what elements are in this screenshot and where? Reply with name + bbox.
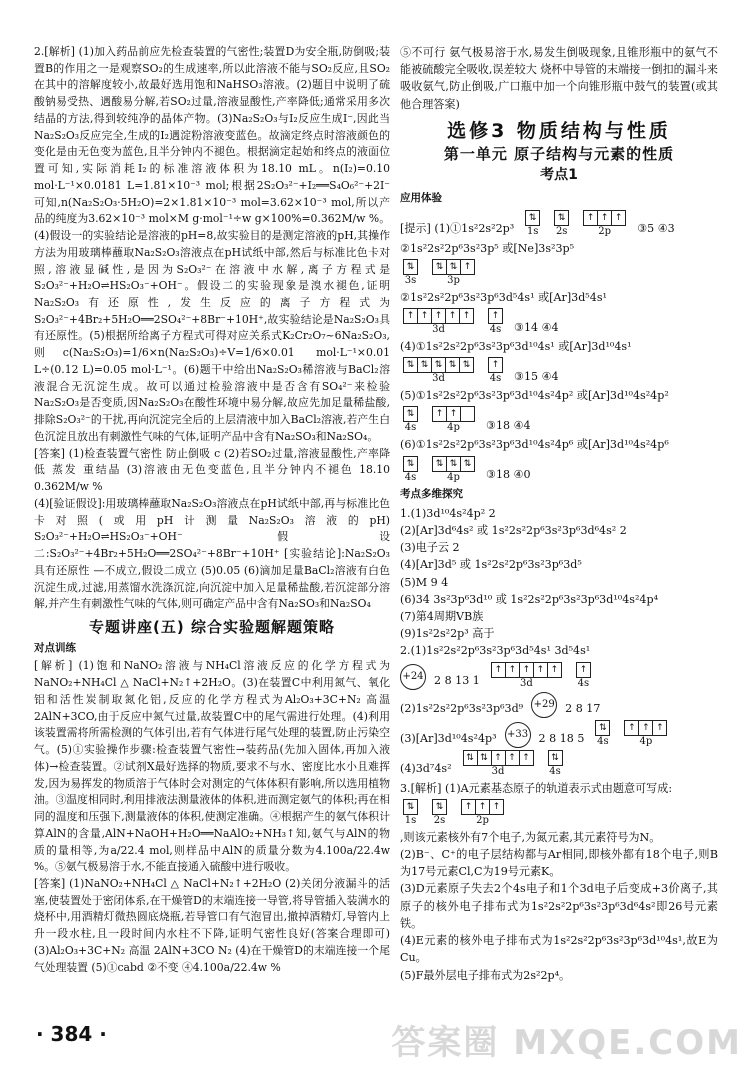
page-number: · 384 · <box>36 1022 107 1046</box>
orbital-2p: ↑ ↑ ↑ 2p <box>580 210 629 238</box>
q1-line-6: (6)34 3s²3p⁶3d¹⁰ 或 1s²2s²2p⁶3s²3p⁶3d¹⁰4s²4p⁴ <box>400 592 659 606</box>
unit-title: 第一单元 原子结构与元素的性质 <box>443 145 675 164</box>
tip-label: [提示] (1)①1s²2s²2p³ <box>400 222 515 236</box>
config-6: (6)①1s²2s²2p⁶3s²3p⁶3d¹⁰4s²4p⁶ 或[Ar]3d¹⁰4s²4p⁶ <box>400 438 669 452</box>
config-5-extra: ③18 ④4 <box>486 419 531 433</box>
cr-nucleus: +24 <box>400 664 426 690</box>
q2-cu-row <box>400 692 718 718</box>
explore-heading: 考点多维探究 <box>400 487 463 500</box>
q2-cr-row: +24 2 8 13 1 ↑ ↑ ↑ ↑ ↑ 3d ↑ 4s <box>400 662 718 690</box>
q3-line-6: (5)F最外层电子排布式为2s²2p⁴。 <box>400 968 571 982</box>
config-6-extra: ③18 ④0 <box>486 468 531 482</box>
q3-line-2: ,则该元素核外有7个电子,为氮元素,其元素符号为N。 <box>400 830 661 844</box>
orbital-row-5: ⇅ 4s ↑ ↑ 4p ③18 ④4 <box>400 406 718 434</box>
answer-2-key-continued: (4)[验证假设]:用玻璃棒蘸取Na₂S₂O₃溶液点在pH试纸中部,再与标准比色卡对照(或用pH计测量Na₂S₂O₃溶液的pH) S₂O₃²⁻+H₂O⇌HS₂O₃⁻+OH⁻ 假设二:S₂O₃²⁻+4Br₂+5H₂O══2SO₄²⁻+8Br⁻+10H⁺ [实验结论]:Na₂S₂O₃具有还原性 —不成立,假设二成立 (5)0.05 (6)滴加足量BaCl₂溶液有白色沉淀生成,过滤,用蒸馏水洗涤沉淀,向沉淀中加入足量稀盐酸,若沉淀部分溶解,并产生有刺激性气味的气体,则可确定产品中含有Na₂SO₃和Na₂SO₄ <box>34 496 390 611</box>
q2-line-1: 2.(1)1s²2s²2p⁶3s²3p⁶3d⁵4s¹ 3d⁵4s¹ <box>400 644 591 658</box>
q3-line-1: 3.[解析] (1)A元素基态原子的轨道表示式由题意可写成: <box>400 781 673 795</box>
q2-line-4: (4)3d⁷4s² <box>400 762 452 776</box>
q1-line-3: (3)电子云 2 <box>400 541 460 555</box>
orbital-row-4: ⇅ ⇅ ⇅ ⇅ ⇅ 3d ↑ 4s ③15 ④4 <box>400 357 718 385</box>
q2-line-3: (3)[Ar]3d¹⁰4s²4p³ <box>400 732 497 746</box>
q1-line-8: (9)1s²2s²2p³ 高于 <box>400 627 495 641</box>
section-title: 专题讲座(五) 综合实验题解题策略 <box>89 617 335 636</box>
training-answer: [答案] (1)NaNO₂+NH₄Cl △ NaCl+N₂↑+2H₂O (2)关闭分液漏斗的活塞,使装置处于密闭体系,在干燥管D的末端连接一导管,将导管插入装满水的烧杯中,用酒精灯微热圆底烧瓶,若导管口有气泡冒出,撤掉酒精灯,导管内上升一段水柱,且一段时间内水柱不下降,证明气密性良好(答案合理即可) (3)Al₂O₃+3C+N₂ 高温 2AlN+3CO N₂ (4)在干燥管D的末端连接一个尾气处理装置 (5)①cabd ②不变 ④4.100a/22.4w % <box>34 876 390 974</box>
left-column <box>34 44 390 976</box>
right-top-paragraph: ⑤不可行 氨气极易溶于水,易发生倒吸现象,且锥形瓶中的氨气不能被硫酸完全吸收,误差较大 烧杯中导管的末端接一倒扣的漏斗来吸收氨气,防止倒吸,广口瓶中加一个向锥形瓶中鼓气的装置(或其他合理答案) <box>400 46 718 111</box>
q1-line-4: (4)[Ar]3d⁵ 或 1s²2s²2p⁶3s²3p⁶3d⁵ <box>400 558 582 572</box>
orbital-row-6: ⇅ 4s ⇅ ⇅ ⇅ 4p ③18 ④0 <box>400 456 718 484</box>
apply-heading: 应用体验 <box>400 192 442 205</box>
as-nucleus: +33 <box>505 722 531 748</box>
q2-line-2: (2)1s²2s²2p⁶3s²3p⁶3d⁹ <box>400 702 524 716</box>
answer-2-analysis: 2.[解析] (1)加入药品前应先检查装置的气密性;装置D为安全瓶,防倒吸;装置B的作用之一是观察SO₂的生成速率,所以此溶液不能与SO₂反应,且SO₂在其中的溶解度较小,故最好选用饱和NaHSO₃溶液。(2)题目中说明了硫酸钠易受热、遇酸易分解,若SO₂过量,溶液显酸性,产率降低;通常采用多次结晶的方法,得到较纯净的晶体产物。(3)Na₂S₂O₃与I₂反应生成I⁻,因此当Na₂S₂O₃反应完全,生成的I₂遇淀粉溶液变蓝色。故滴定终点时溶液颜色的变化是由无色变为蓝色,且半分钟内不褪色。根据滴定起始和终点的液面位置可知,实际消耗I₂的标准溶液体积为18.10 mL。n(I₂)=0.10 mol·L⁻¹×0.0181 L=1.81×10⁻³ mol;根据2S₂O₃²⁻+I₂══S₄O₆²⁻+2I⁻可知,n(Na₂S₂O₃·5H₂O)=2×1.81×10⁻³ mol=3.62×10⁻³ mol,所以产品的纯度为3.62×10⁻³ mol×M g·mol⁻¹÷w g×100%=0.362M/w %。(4)假设一的实验结论是溶液的pH=8,故实验目的是测定溶液的pH,其操作方法为用玻璃棒蘸取Na₂S₂O₃溶液点在pH试纸中部,然后与标准比色卡对照,溶液显碱性,是因为S₂O₃²⁻在溶液中水解,离子方程式是S₂O₃²⁻+H₂O⇌HS₂O₃⁻+OH⁻。假设二的实验现象是溴水褪色,证明Na₂S₂O₃有还原性,发生反应的离子方程式为S₂O₃²⁻+4Br₂+5H₂O══2SO₄²⁻+8Br⁻+10H⁺,故实验结论是Na₂S₂O₃具有还原性。(5)根据所给离子方程式可得对应关系式K₂Cr₂O₇~6Na₂S₂O₃,则c(Na₂S₂O₃)=1/6×n(Na₂S₂O₃)÷V=1/6×0.01 mol·L⁻¹×0.01 L÷(0.12 L)=0.05 mol·L⁻¹。(6)题干中给出Na₂S₂O₃稀溶液与BaCl₂溶液混合无沉淀生成。故可以通过检验溶液中是否含有SO₄²⁻来检验Na₂S₂O₃是否变质,因Na₂S₂O₃在酸性环境中易分解,故应先加足量稀盐酸,排除S₂O₃²⁻的干扰,再向沉淀完全后的上层清液中加入BaCl₂溶液,若产生白色沉淀且放出有刺激性气味的气体,证明产品中含有Na₂SO₃和Na₂SO₄。 <box>34 45 390 443</box>
orbital-1s: ⇅ 1s <box>522 210 543 238</box>
config-3: ②1s²2s²2p⁶3s²3p⁶3d⁵4s¹ 或[Ar]3d⁵4s¹ <box>400 290 607 304</box>
tip-rest: ③5 ④3 <box>637 222 675 236</box>
q1-line-7: (7)第4周期ⅤB族 <box>400 610 484 624</box>
config-4-extra: ③15 ④4 <box>514 370 559 384</box>
orbital-row-2: ⇅ 3s ⇅ ⇅ ↑ 3p <box>400 259 718 287</box>
q1-line-5: (5)M 9 4 <box>400 575 449 589</box>
right-column <box>400 44 718 984</box>
cr-shells: 2 8 13 1 <box>434 674 480 688</box>
cu-shells: 2 8 17 <box>565 702 601 716</box>
q2-co-row: (4)3d⁷4s² ⇅ ⇅ ↑ ↑ ↑ 3d ⇅ 4s <box>400 750 718 778</box>
q3-line-3: (2)B⁻、C⁺的电子层结构都与Ar相同,即核外都有18个电子,则B为17号元素Cl,C为19号元素K。 <box>400 848 718 879</box>
q1-line-1: 1.(1)3d¹⁰4s²4p² 2 <box>400 506 496 520</box>
orbital-2s: ⇅ 2s <box>551 210 572 238</box>
q3-line-4: (3)D元素原子失去2个4s电子和1个3d电子后变成+3价离子,其原子的核外电子排布式为1s²2s²2p⁶3s²3p⁶3d⁶4s²即26号元素铁。 <box>400 882 718 930</box>
tip-row-1 <box>400 210 718 238</box>
config-2: ②1s²2s²2p⁶3s²3p⁵ 或[Ne]3s²3p⁵ <box>400 241 575 255</box>
config-3-extra: ③14 ④4 <box>514 320 559 334</box>
elective-title: 选修3 物质结构与性质 <box>447 119 671 142</box>
training-analysis: [解析] (1)饱和NaNO₂溶液与NH₄Cl溶液反应的化学方程式为NaNO₂+NH₄Cl △ NaCl+N₂↑+2H₂O。(3)在装置C中利用氮气、氧化铝和活性炭制取氮化铝,反应的化学方程式为Al₂O₃+3C+N₂ 高温 2AlN+3CO,由于反应中氮气过量,故装置C中的尾气需进行处理。(4)利用该装置需将所需检测的气体引出,若有气体进行尾气处理的装置,防止污染空气。(5)①实验操作步骤:检查装置气密性→装药品(先加入固体,再加入液体)→检查装置。②试剂X最好选择的物质,要求不与水、密度比水小且难挥发,因为易挥发的物质溶于气体时会对测定的气体体积有影响,所以选用植物油。③温度相同时,利用排液法测量液体的体积,进而测定氨气的体积;再在相同的温度和压强下,测量液体的体积,使测定准确。④根据产生的氨气体积计算AlN的含量,AlN+NaOH+H₂O══NaAlO₂+NH₃↑知,氨气与AlN的物质的量相等,为a/22.4 mol,则样品中AlN的质量分数为4.100a/22.4w %。⑤氨气极易溶于水,不能直接通入硫酸中进行吸收。 <box>34 659 390 874</box>
answer-2-key: [答案] (1)检查装置气密性 防止倒吸 c (2)若SO₂过量,溶液显酸性,产率降低 蒸发 重结晶 (3)溶液由无色变蓝色,且半分钟内不褪色 18.10 0.362M/w % <box>34 446 390 494</box>
training-heading: 对点训练 <box>34 641 76 654</box>
exam-point-title: 考点1 <box>540 167 578 184</box>
cu-nucleus: +29 <box>531 692 557 718</box>
watermark: 答案圈 MXQE.COM <box>391 1023 742 1063</box>
config-5: (5)①1s²2s²2p⁶3s²3p⁶3d¹⁰4s²4p² 或[Ar]3d¹⁰4s²4p² <box>400 389 669 403</box>
q3-line-5: (4)E元素的核外电子排布式为1s²2s²2p⁶3s²3p⁶3d¹⁰4s¹,故E为Cu。 <box>400 934 718 965</box>
config-4: (4)①1s²2s²2p⁶3s²3p⁶3d¹⁰4s¹ 或[Ar]3d¹⁰4s¹ <box>400 340 632 354</box>
q1-line-2: (2)[Ar]3d⁶4s² 或 1s²2s²2p⁶3s²3p⁶3d⁶4s² 2 <box>400 524 627 538</box>
orbital-row-3: ↑ ↑ ↑ ↑ ↑ 3d ↑ 4s ③14 ④4 <box>400 308 718 336</box>
q2-as-row: (3)[Ar]3d¹⁰4s²4p³ +33 2 8 18 5 ⇅ 4s ↑ ↑ ↑ 4p <box>400 720 718 748</box>
as-shells: 2 8 18 5 <box>538 732 585 746</box>
q3-orbital-row: ⇅ 1s ⇅ 2s ↑ ↑ ↑ 2p <box>400 799 718 827</box>
